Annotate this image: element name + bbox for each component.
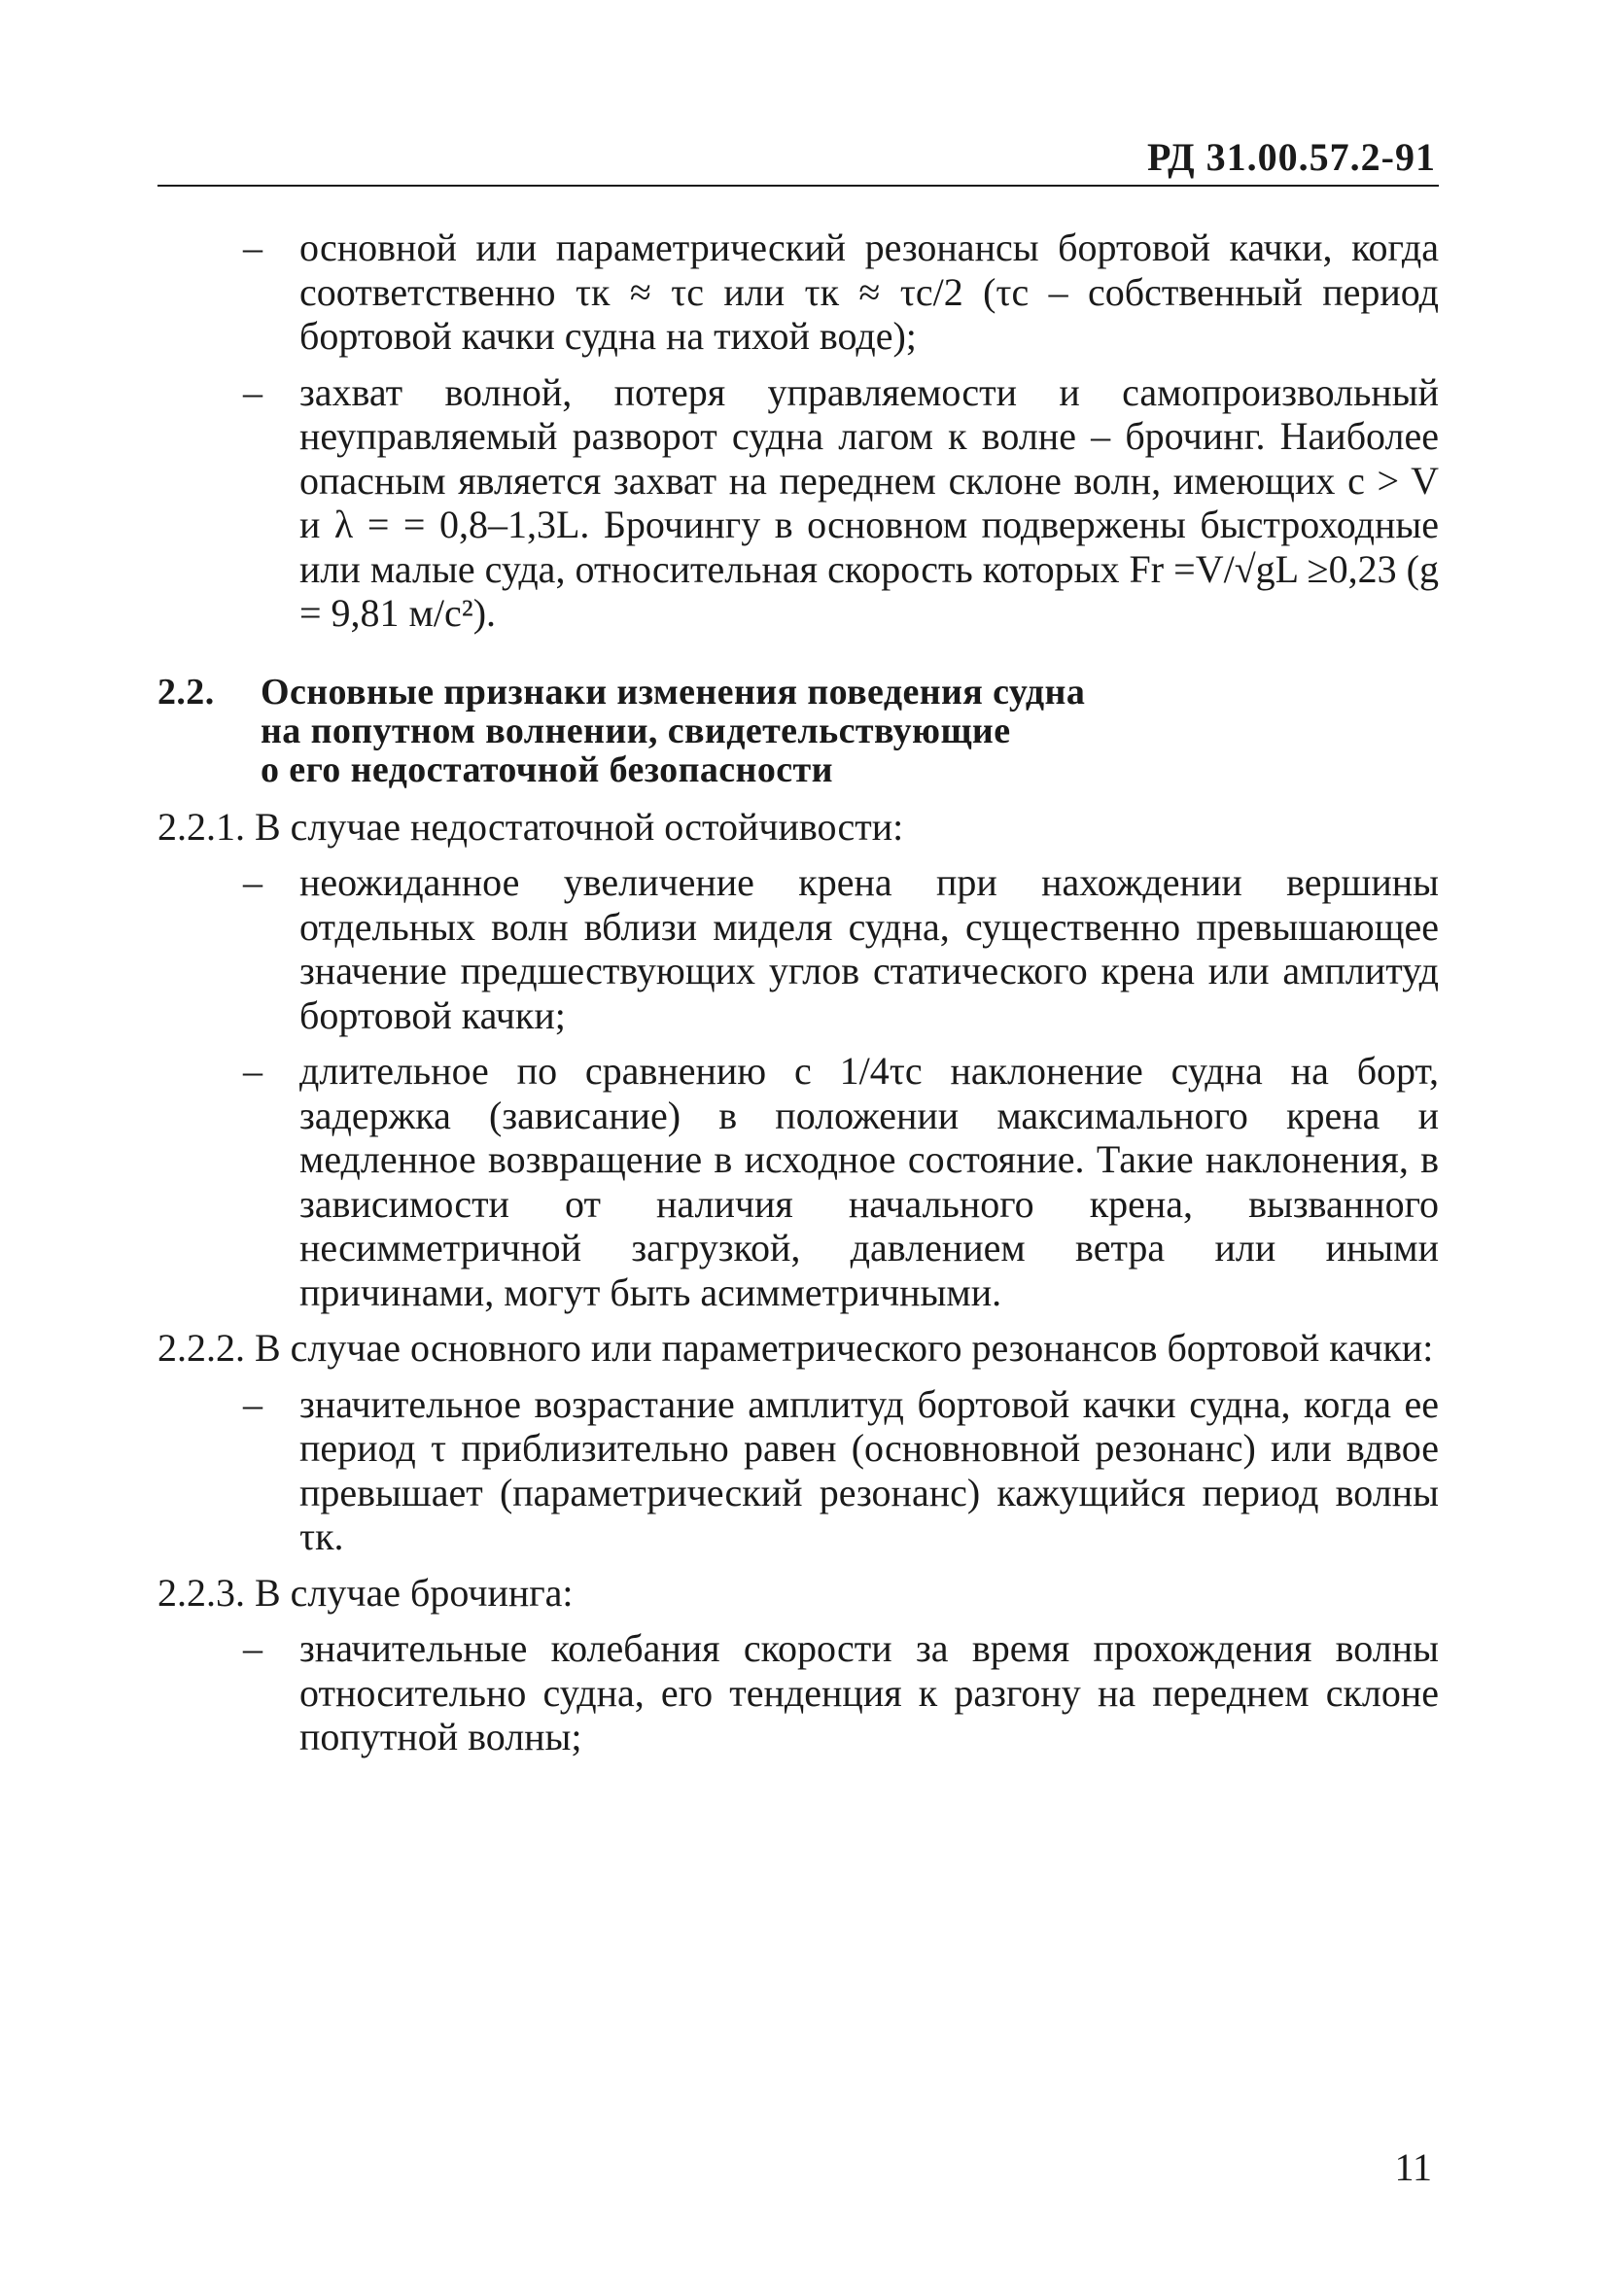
list-item-text: значительные колебания скорости за время прохождения волны относительно судна, его тенденция к разгону на переднем склоне попутной волны; [299, 1626, 1439, 1758]
section-title-line: Основные признаки изменения поведения судна [261, 671, 1086, 713]
dash-marker: – [243, 226, 262, 269]
list-item [157, 370, 1439, 636]
list-item-text: основной или параметрический резонансы бортовой качки, когда соответственно τк ≈ τс или τк ≈ τс/2 (τс – собственный период бортовой качки судна на тихой воде); [299, 226, 1439, 358]
list-item [157, 860, 1439, 1037]
subsection-title: В случае основного или параметрического резонансов бортовой качки: [255, 1326, 1434, 1370]
section-number: 2.2. [157, 671, 215, 713]
section-heading [157, 673, 1439, 789]
list-item [157, 1626, 1439, 1759]
subsection-heading [157, 1326, 1439, 1371]
dash-marker: – [243, 1381, 262, 1426]
section-title-line: на попутном волнении, свидетельствующие [261, 710, 1011, 751]
list-item [157, 1382, 1439, 1559]
dash-marker: – [243, 369, 262, 414]
subsection-title: В случае брочинга: [255, 1570, 574, 1615]
subsection-heading [157, 1571, 1439, 1616]
page-body [157, 226, 1439, 1771]
list-item-text: захват волной, потеря управляемости и самопроизвольный неуправляемый разворот судна лагом к волне – брочинг. Наиболее опасным является захват на переднем склоне волн, имеющих c > V и λ = = 0,8–1,3L. Брочингу в основном подвержены быстроходные или малые суда, относительная скорость которых Fr =V/√gL ≥0,23 (g = 9,81 м/с²). [299, 369, 1439, 635]
header-rule [157, 185, 1439, 187]
list-item-text: значительное возрастание амплитуд бортовой качки судна, когда ее период τ приблизительно равен (основновной резонанс) или вдвое превышает (параметрический резонанс) кажущийся период волны τк. [299, 1381, 1439, 1558]
subsection-number: 2.2.1. [157, 804, 245, 849]
subsection-heading [157, 805, 1439, 850]
dash-marker: – [243, 1626, 262, 1670]
dash-marker: – [243, 860, 262, 904]
subsection-title: В случае недостаточной остойчивости: [255, 804, 904, 849]
section-title-line: о его недостаточной безопасности [261, 748, 833, 790]
dash-marker: – [243, 1049, 262, 1093]
document-code: РД 31.00.57.2-91 [1147, 135, 1436, 179]
list-item [157, 226, 1439, 359]
list-item-text: неожиданное увеличение крена при нахождении вершины отдельных волн вблизи миделя судна, существенно превышающее значение предшествующих углов статического крена или амплитуд бортовой качки; [299, 860, 1439, 1037]
list-item [157, 1049, 1439, 1314]
list-item-text: длительное по сравнению с 1/4τс наклонение судна на борт, задержка (зависание) в положении максимального крена и медленное возвращение в исходное состояние. Такие наклонения, в зависимости от наличия начального крена, вызванного несимметричной загрузкой, давлением ветра или иными причинами, могут быть асимметричными. [299, 1049, 1439, 1314]
subsection-number: 2.2.2. [157, 1326, 245, 1370]
subsection-number: 2.2.3. [157, 1570, 245, 1615]
page-number: 11 [1394, 2145, 1432, 2189]
